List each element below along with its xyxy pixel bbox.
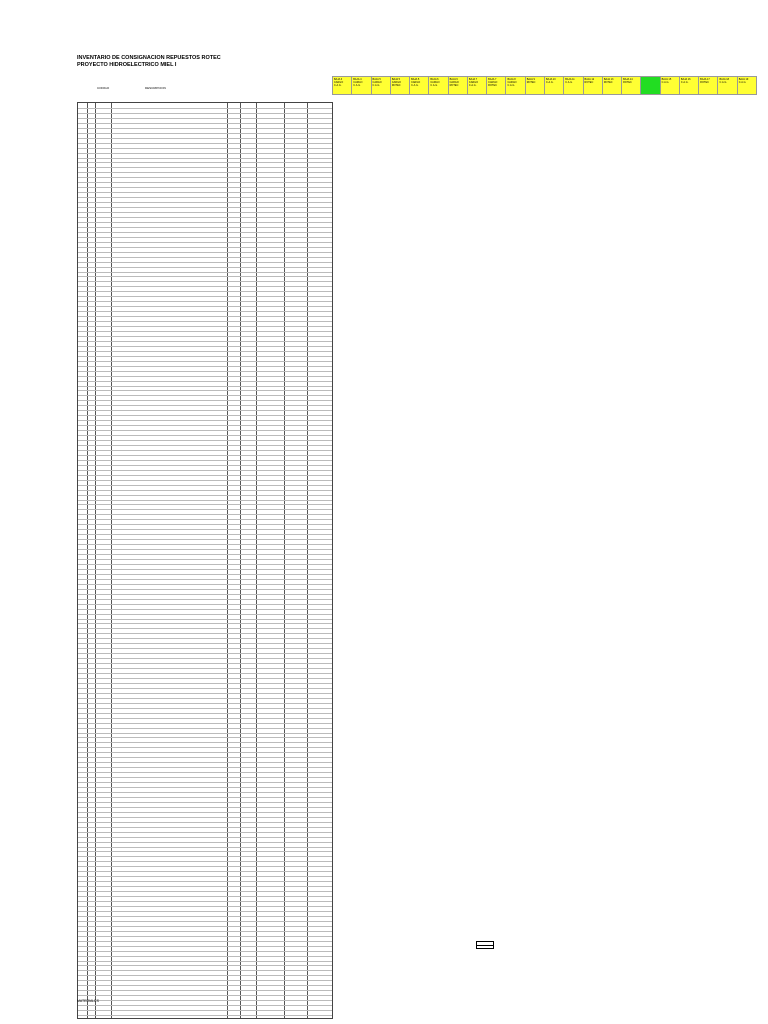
table-row — [78, 881, 332, 882]
table-row — [78, 331, 332, 332]
batch-header-line: CARGO — [430, 81, 440, 84]
table-row — [78, 703, 332, 704]
table-row — [78, 311, 332, 312]
table-row — [78, 301, 332, 302]
batch-header-line: BAJA 4 — [353, 78, 362, 81]
table-row — [78, 123, 332, 124]
empty-box-shape — [476, 941, 494, 949]
batch-header-line: BAJA 7 — [488, 78, 497, 81]
batch-header-line: C.A.G. — [719, 81, 727, 84]
table-row — [78, 267, 332, 268]
table-row — [78, 579, 332, 580]
batch-header-line: C.A.G. — [661, 81, 670, 84]
batch-header-line: ROTEC — [603, 81, 613, 84]
table-row — [78, 262, 332, 263]
batch-header-line: BAJA 8 — [507, 78, 516, 81]
table-row — [78, 118, 332, 119]
batch-header-line: CARGO — [411, 81, 421, 84]
batch-header-line: BAJA 5 — [372, 78, 381, 81]
table-row — [78, 559, 332, 560]
table-row — [78, 400, 332, 401]
batch-header-line: BAJA 12 — [584, 78, 595, 81]
table-row — [78, 569, 332, 570]
table-row — [78, 941, 332, 942]
table-row — [78, 668, 332, 669]
table-row — [78, 970, 332, 971]
batch-header-line: ROTEC — [488, 84, 497, 87]
batch-header-line: CARGO — [353, 81, 363, 84]
batch-header-22 — [737, 76, 757, 95]
table-row — [78, 534, 332, 535]
table-row — [78, 212, 332, 213]
batch-header-line: CARGO — [507, 81, 517, 84]
table-row — [78, 272, 332, 273]
batch-header-line: CARGO — [391, 81, 401, 84]
table-row — [78, 425, 332, 426]
table-row — [78, 683, 332, 684]
table-row — [78, 356, 332, 357]
batch-header-line: ROTEC — [584, 81, 594, 84]
table-row — [78, 480, 332, 481]
table-row — [78, 475, 332, 476]
batch-header-6 — [428, 76, 448, 95]
batch-header-line: C.A.G. — [468, 84, 477, 87]
table-row — [78, 410, 332, 411]
table-row — [78, 584, 332, 585]
batch-header-line: CARGO — [449, 81, 459, 84]
table-row — [78, 718, 332, 719]
batch-header-line: ROTEC — [623, 81, 632, 84]
table-row — [78, 341, 332, 342]
table-row — [78, 698, 332, 699]
batch-header-17 — [640, 76, 660, 95]
table-row — [78, 658, 332, 659]
batch-header-line: BAJA 11 — [565, 78, 575, 81]
batch-header-line: BAJA 13 — [603, 78, 614, 81]
table-row — [78, 886, 332, 887]
table-row — [78, 619, 332, 620]
table-row — [78, 276, 332, 277]
table-row — [78, 485, 332, 486]
table-row — [78, 1010, 332, 1011]
table-row — [78, 167, 332, 168]
table-row — [78, 832, 332, 833]
table-row — [78, 113, 332, 114]
table-row — [78, 500, 332, 501]
table-row — [78, 346, 332, 347]
batch-header-7 — [448, 76, 468, 95]
table-row — [78, 921, 332, 922]
batch-header-line: BAJA 17 — [700, 78, 710, 81]
table-row — [78, 614, 332, 615]
table-row — [78, 177, 332, 178]
batch-header-line: C.A.G. — [334, 84, 342, 87]
table-row — [78, 851, 332, 852]
table-row — [78, 594, 332, 595]
table-row — [78, 787, 332, 788]
table-row — [78, 381, 332, 382]
table-row — [78, 207, 332, 208]
batch-header-1 — [332, 76, 352, 95]
table-row — [78, 470, 332, 471]
table-row — [78, 252, 332, 253]
table-row — [78, 812, 332, 813]
batch-header-line: C.A.G. — [738, 81, 747, 84]
batch-header-18 — [660, 76, 680, 95]
table-row — [78, 723, 332, 724]
table-row — [78, 153, 332, 154]
table-row — [78, 232, 332, 233]
table-row — [78, 975, 332, 976]
table-row — [78, 609, 332, 610]
report-title: INVENTARIO DE CONSIGNACION REPUESTOS ROTEC — [77, 55, 221, 61]
table-row — [78, 202, 332, 203]
table-row — [78, 128, 332, 129]
table-row — [78, 524, 332, 525]
table-row — [78, 148, 332, 149]
batch-header-line: BAJA 10 — [546, 78, 556, 81]
batch-header-line: BAJA 3 — [334, 78, 343, 81]
batch-header-line: BAJA 5 — [411, 78, 420, 81]
batch-header-line: BAJA 9 — [526, 78, 535, 81]
table-row — [78, 827, 332, 828]
table-row — [78, 291, 332, 292]
table-row — [78, 386, 332, 387]
table-row — [78, 866, 332, 867]
batch-header-line: BAJA 6 — [430, 78, 439, 81]
table-row — [78, 628, 332, 629]
table-row — [78, 544, 332, 545]
table-row — [78, 405, 332, 406]
batch-header-line: ROTEC — [700, 81, 709, 84]
table-row — [78, 747, 332, 748]
table-row — [78, 837, 332, 838]
table-row — [78, 108, 332, 109]
table-row — [78, 767, 332, 768]
table-row — [78, 390, 332, 391]
table-row — [78, 227, 332, 228]
batch-header-line: ROTEC — [449, 84, 459, 87]
table-row — [78, 296, 332, 297]
table-row — [78, 162, 332, 163]
batch-header-line: CARGO — [468, 81, 479, 84]
table-row — [78, 376, 332, 377]
table-row — [78, 1000, 332, 1001]
table-row — [78, 693, 332, 694]
table-row — [78, 182, 332, 183]
batch-header-21 — [717, 76, 737, 95]
table-row — [78, 653, 332, 654]
table-row — [78, 802, 332, 803]
table-row — [78, 817, 332, 818]
table-row — [78, 143, 332, 144]
table-row — [78, 995, 332, 996]
batch-header-19 — [679, 76, 699, 95]
table-row — [78, 326, 332, 327]
table-row — [78, 782, 332, 783]
report-subtitle: PROYECTO HIDROELECTRICO MIEL I — [77, 62, 177, 68]
table-row — [78, 752, 332, 753]
batch-header-line: C.A.G. — [680, 81, 689, 84]
table-row — [78, 197, 332, 198]
inventory-table — [77, 102, 333, 1019]
batch-header-line: BAJA 18 — [719, 78, 730, 81]
batch-header-9 — [486, 76, 506, 95]
table-row — [78, 638, 332, 639]
table-row — [78, 633, 332, 634]
table-row — [78, 956, 332, 957]
batch-header-20 — [698, 76, 718, 95]
batch-header-5 — [409, 76, 429, 95]
table-row — [78, 792, 332, 793]
table-row — [78, 822, 332, 823]
table-row — [78, 420, 332, 421]
table-row — [78, 519, 332, 520]
table-row — [78, 217, 332, 218]
table-row — [78, 648, 332, 649]
table-row — [78, 450, 332, 451]
batch-header-line: CARGO — [488, 81, 498, 84]
table-row — [78, 847, 332, 848]
table-row — [78, 951, 332, 952]
batch-header-line: C.A.G. — [353, 84, 361, 87]
table-row — [78, 990, 332, 991]
table-row — [78, 172, 332, 173]
table-row — [78, 926, 332, 927]
table-row — [78, 460, 332, 461]
table-row — [78, 589, 332, 590]
table-row — [78, 286, 332, 287]
table-row — [78, 728, 332, 729]
batch-header-13 — [563, 76, 583, 95]
table-row — [78, 504, 332, 505]
batch-header-line: C.A.G. — [411, 84, 419, 87]
table-row — [78, 237, 332, 238]
table-row — [78, 514, 332, 515]
table-row — [78, 733, 332, 734]
batch-header-line: CARGO — [334, 81, 344, 84]
table-row — [78, 931, 332, 932]
table-row — [78, 222, 332, 223]
table-row — [78, 757, 332, 758]
table-row — [78, 1005, 332, 1006]
table-row — [78, 257, 332, 258]
table-row — [78, 742, 332, 743]
batch-header-line: BAJA 5 — [391, 78, 401, 81]
table-row — [78, 187, 332, 188]
batch-header-line: CARGO — [372, 81, 382, 84]
batch-header-4 — [390, 76, 410, 95]
table-row — [78, 965, 332, 966]
table-row — [78, 980, 332, 981]
table-row — [78, 281, 332, 282]
table-row — [78, 336, 332, 337]
table-row — [78, 737, 332, 738]
batch-header-line: BAJA 19 — [738, 78, 749, 81]
batch-header-16 — [621, 76, 641, 95]
table-row — [78, 529, 332, 530]
table-row — [78, 797, 332, 798]
table-row — [78, 138, 332, 139]
batch-header-2 — [351, 76, 371, 95]
table-row — [78, 316, 332, 317]
table-row — [78, 495, 332, 496]
table-row — [78, 242, 332, 243]
batch-header-line: C.A.G. — [546, 81, 554, 84]
table-row — [78, 678, 332, 679]
table-row — [78, 247, 332, 248]
table-row — [78, 856, 332, 857]
table-row — [78, 306, 332, 307]
table-row — [78, 807, 332, 808]
batch-header-line: ROTEC — [391, 84, 401, 87]
table-row — [78, 574, 332, 575]
footer-left: MATERIALES — [77, 999, 99, 1003]
table-row — [78, 643, 332, 644]
table-row — [78, 366, 332, 367]
table-row — [78, 911, 332, 912]
table-row — [78, 842, 332, 843]
table-row — [78, 158, 332, 159]
batch-header-line: BAJA 16 — [680, 78, 691, 81]
table-row — [78, 539, 332, 540]
table-row — [78, 554, 332, 555]
batch-header-3 — [371, 76, 391, 95]
table-row — [78, 192, 332, 193]
table-row — [78, 509, 332, 510]
table-row — [78, 440, 332, 441]
table-row — [78, 876, 332, 877]
column-header-descripcion: DESCRIPCION — [145, 86, 166, 90]
table-row — [78, 133, 332, 134]
batch-header-8 — [467, 76, 487, 95]
batch-header-line: BAJA 6 — [449, 78, 458, 81]
batch-header-line: C.A.G. — [507, 84, 515, 87]
table-row — [78, 861, 332, 862]
batch-header-10 — [505, 76, 525, 95]
table-row — [78, 713, 332, 714]
table-row — [78, 430, 332, 431]
batch-header-line: BAJA 15 — [661, 78, 672, 81]
table-row — [78, 916, 332, 917]
column-header-codigo: CODIGO — [97, 86, 110, 90]
batch-header-line: C.A.G. — [430, 84, 438, 87]
table-row — [78, 415, 332, 416]
table-row — [78, 772, 332, 773]
batch-header-line: ROTEC — [526, 81, 536, 84]
table-row — [78, 623, 332, 624]
batch-header-line: C.A.G. — [372, 84, 381, 87]
batch-header-line: BAJA 7 — [468, 78, 478, 81]
table-row — [78, 445, 332, 446]
table-row — [78, 564, 332, 565]
table-row — [78, 688, 332, 689]
table-row — [78, 985, 332, 986]
table-row — [78, 1015, 332, 1016]
table-row — [78, 777, 332, 778]
table-row — [78, 936, 332, 937]
table-row — [78, 961, 332, 962]
table-row — [78, 455, 332, 456]
table-row — [78, 435, 332, 436]
table-row — [78, 663, 332, 664]
table-row — [78, 549, 332, 550]
table-row — [78, 351, 332, 352]
batch-header-15 — [602, 76, 622, 95]
table-row — [78, 321, 332, 322]
batch-header-12 — [544, 76, 564, 95]
table-row — [78, 871, 332, 872]
table-row — [78, 708, 332, 709]
batch-header-line: C.A.G. — [565, 81, 573, 84]
table-row — [78, 361, 332, 362]
table-row — [78, 490, 332, 491]
table-row — [78, 465, 332, 466]
table-row — [78, 673, 332, 674]
table-row — [78, 906, 332, 907]
table-row — [78, 946, 332, 947]
batch-header-11 — [525, 76, 545, 95]
table-row — [78, 901, 332, 902]
batch-header-line: BAJA 14 — [623, 78, 633, 81]
table-row — [78, 395, 332, 396]
table-row — [78, 891, 332, 892]
table-row — [78, 896, 332, 897]
batch-header-14 — [583, 76, 603, 95]
table-row — [78, 599, 332, 600]
table-row — [78, 762, 332, 763]
table-row — [78, 371, 332, 372]
table-row — [78, 604, 332, 605]
